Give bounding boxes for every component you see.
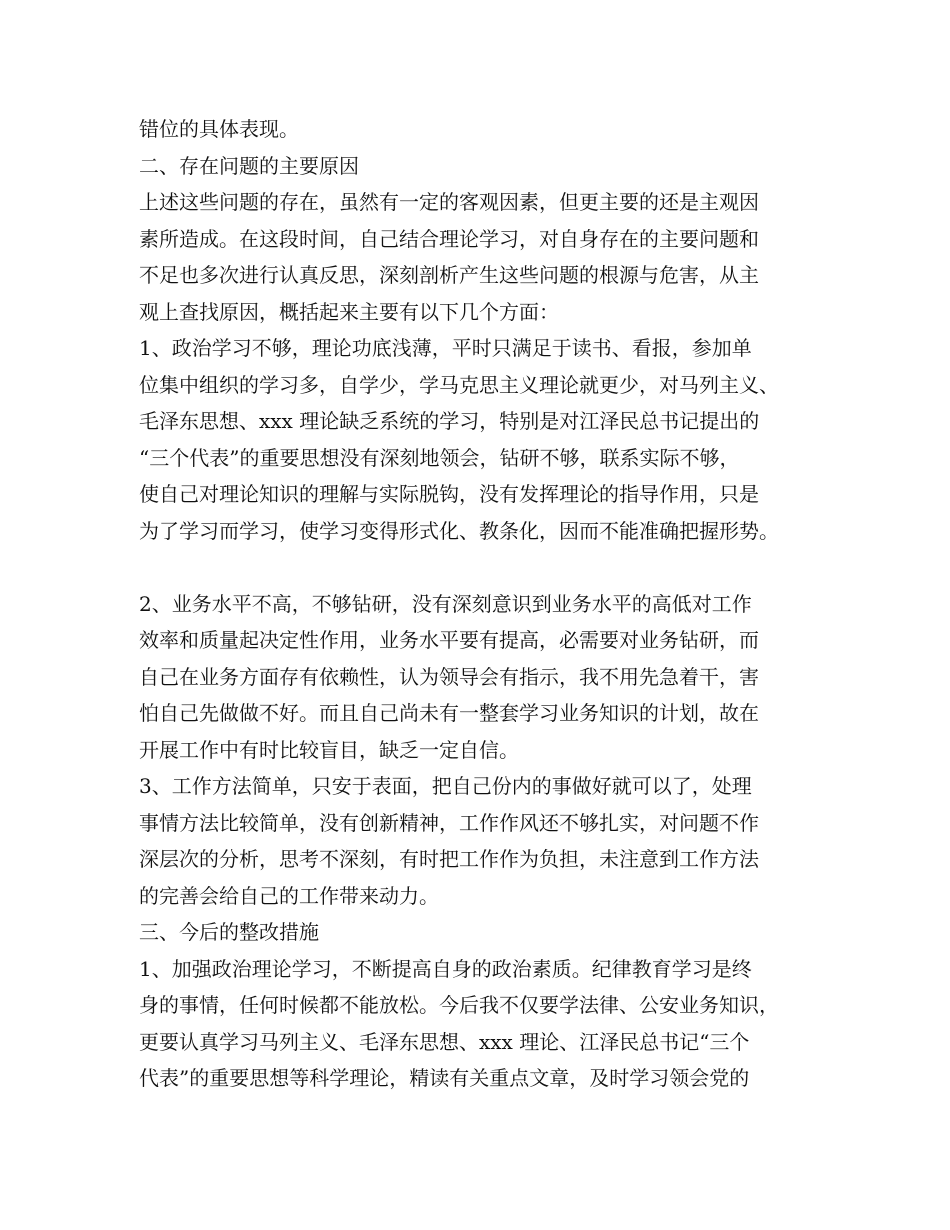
text-line: 上述这些问题的存在，虽然有一定的客观因素，但更主要的还是主观因 (139, 190, 759, 214)
text-line: 效率和质量起决定性作用，业务水平要有提高，必需要对业务钻研，而 (139, 628, 759, 652)
text-line: 代表”的重要思想等科学理论，精读有关重点文章，及时学习领会党的 (139, 1066, 750, 1090)
text-line: 1、加强政治理论学习，不断提高自身的政治素质。纪律教育学习是终 (139, 956, 752, 981)
text-line: “三个代表”的重要思想没有深刻地领会，钻研不够，联系实际不够， (139, 445, 740, 470)
text-line: 身的事情，任何时候都不能放松。今后我不仅要学法律、公安业务知识， (139, 993, 779, 1017)
text-line: 不足也多次进行认真反思，深刻剖析产生这些问题的根源与危害，从主 (139, 263, 759, 287)
text-line: 更要认真学习马列主义、毛泽东思想、xxx 理论、江泽民总书记“三个 (139, 1029, 750, 1054)
text-line: 错位的具体表现。 (139, 117, 299, 141)
text-line: 开展工作中有时比较盲目，缺乏一定自信。 (139, 737, 519, 762)
text-line: 1、政治学习不够，理论功底浅薄，平时只满足于读书、看报，参加单 (139, 336, 752, 360)
text-line: 使自己对理论知识的理解与实际脱钩，没有发挥理论的指导作用，只是 (139, 482, 759, 506)
text-line: 3、工作方法简单，只安于表面，把自己份内的事做好就可以了，处理 (139, 774, 752, 798)
text-line: 事情方法比较简单，没有创新精神，工作作风还不够扎实，对问题不作 (139, 810, 759, 835)
text-line: 素所造成。在这段时间，自己结合理论学习，对自身存在的主要问题和 (139, 226, 759, 251)
text-line: 怕自己先做做不好。而且自己尚未有一整套学习业务知识的计划，故在 (139, 701, 759, 725)
text-line: 2、业务水平不高，不够钻研，没有深刻意识到业务水平的高低对工作 (139, 591, 752, 616)
blank-line (139, 549, 829, 586)
text-line: 毛泽东思想、xxx 理论缺乏系统的学习，特别是对江泽民总书记提出的 (139, 409, 760, 433)
text-line: 位集中组织的学习多，自学少，学马克思主义理论就更少，对马列主义、 (139, 372, 779, 397)
text-line: 自己在业务方面存有依赖性，认为领导会有指示，我不用先急着干，害 (139, 664, 759, 689)
document-body (139, 111, 829, 1097)
text-line: 观上查找原因，概括起来主要有以下几个方面： (139, 299, 559, 324)
section-heading-causes: 二、存在问题的主要原因 (139, 153, 359, 178)
text-line: 为了学习而学习，使学习变得形式化、教条化，因而不能准确把握形势。 (139, 518, 779, 543)
section-heading-measures: 三、今后的整改措施 (139, 920, 319, 944)
text-line: 的完善会给自己的工作带来动力。 (139, 883, 439, 908)
text-line: 深层次的分析，思考不深刻，有时把工作作为负担，未注意到工作方法 (139, 847, 759, 871)
